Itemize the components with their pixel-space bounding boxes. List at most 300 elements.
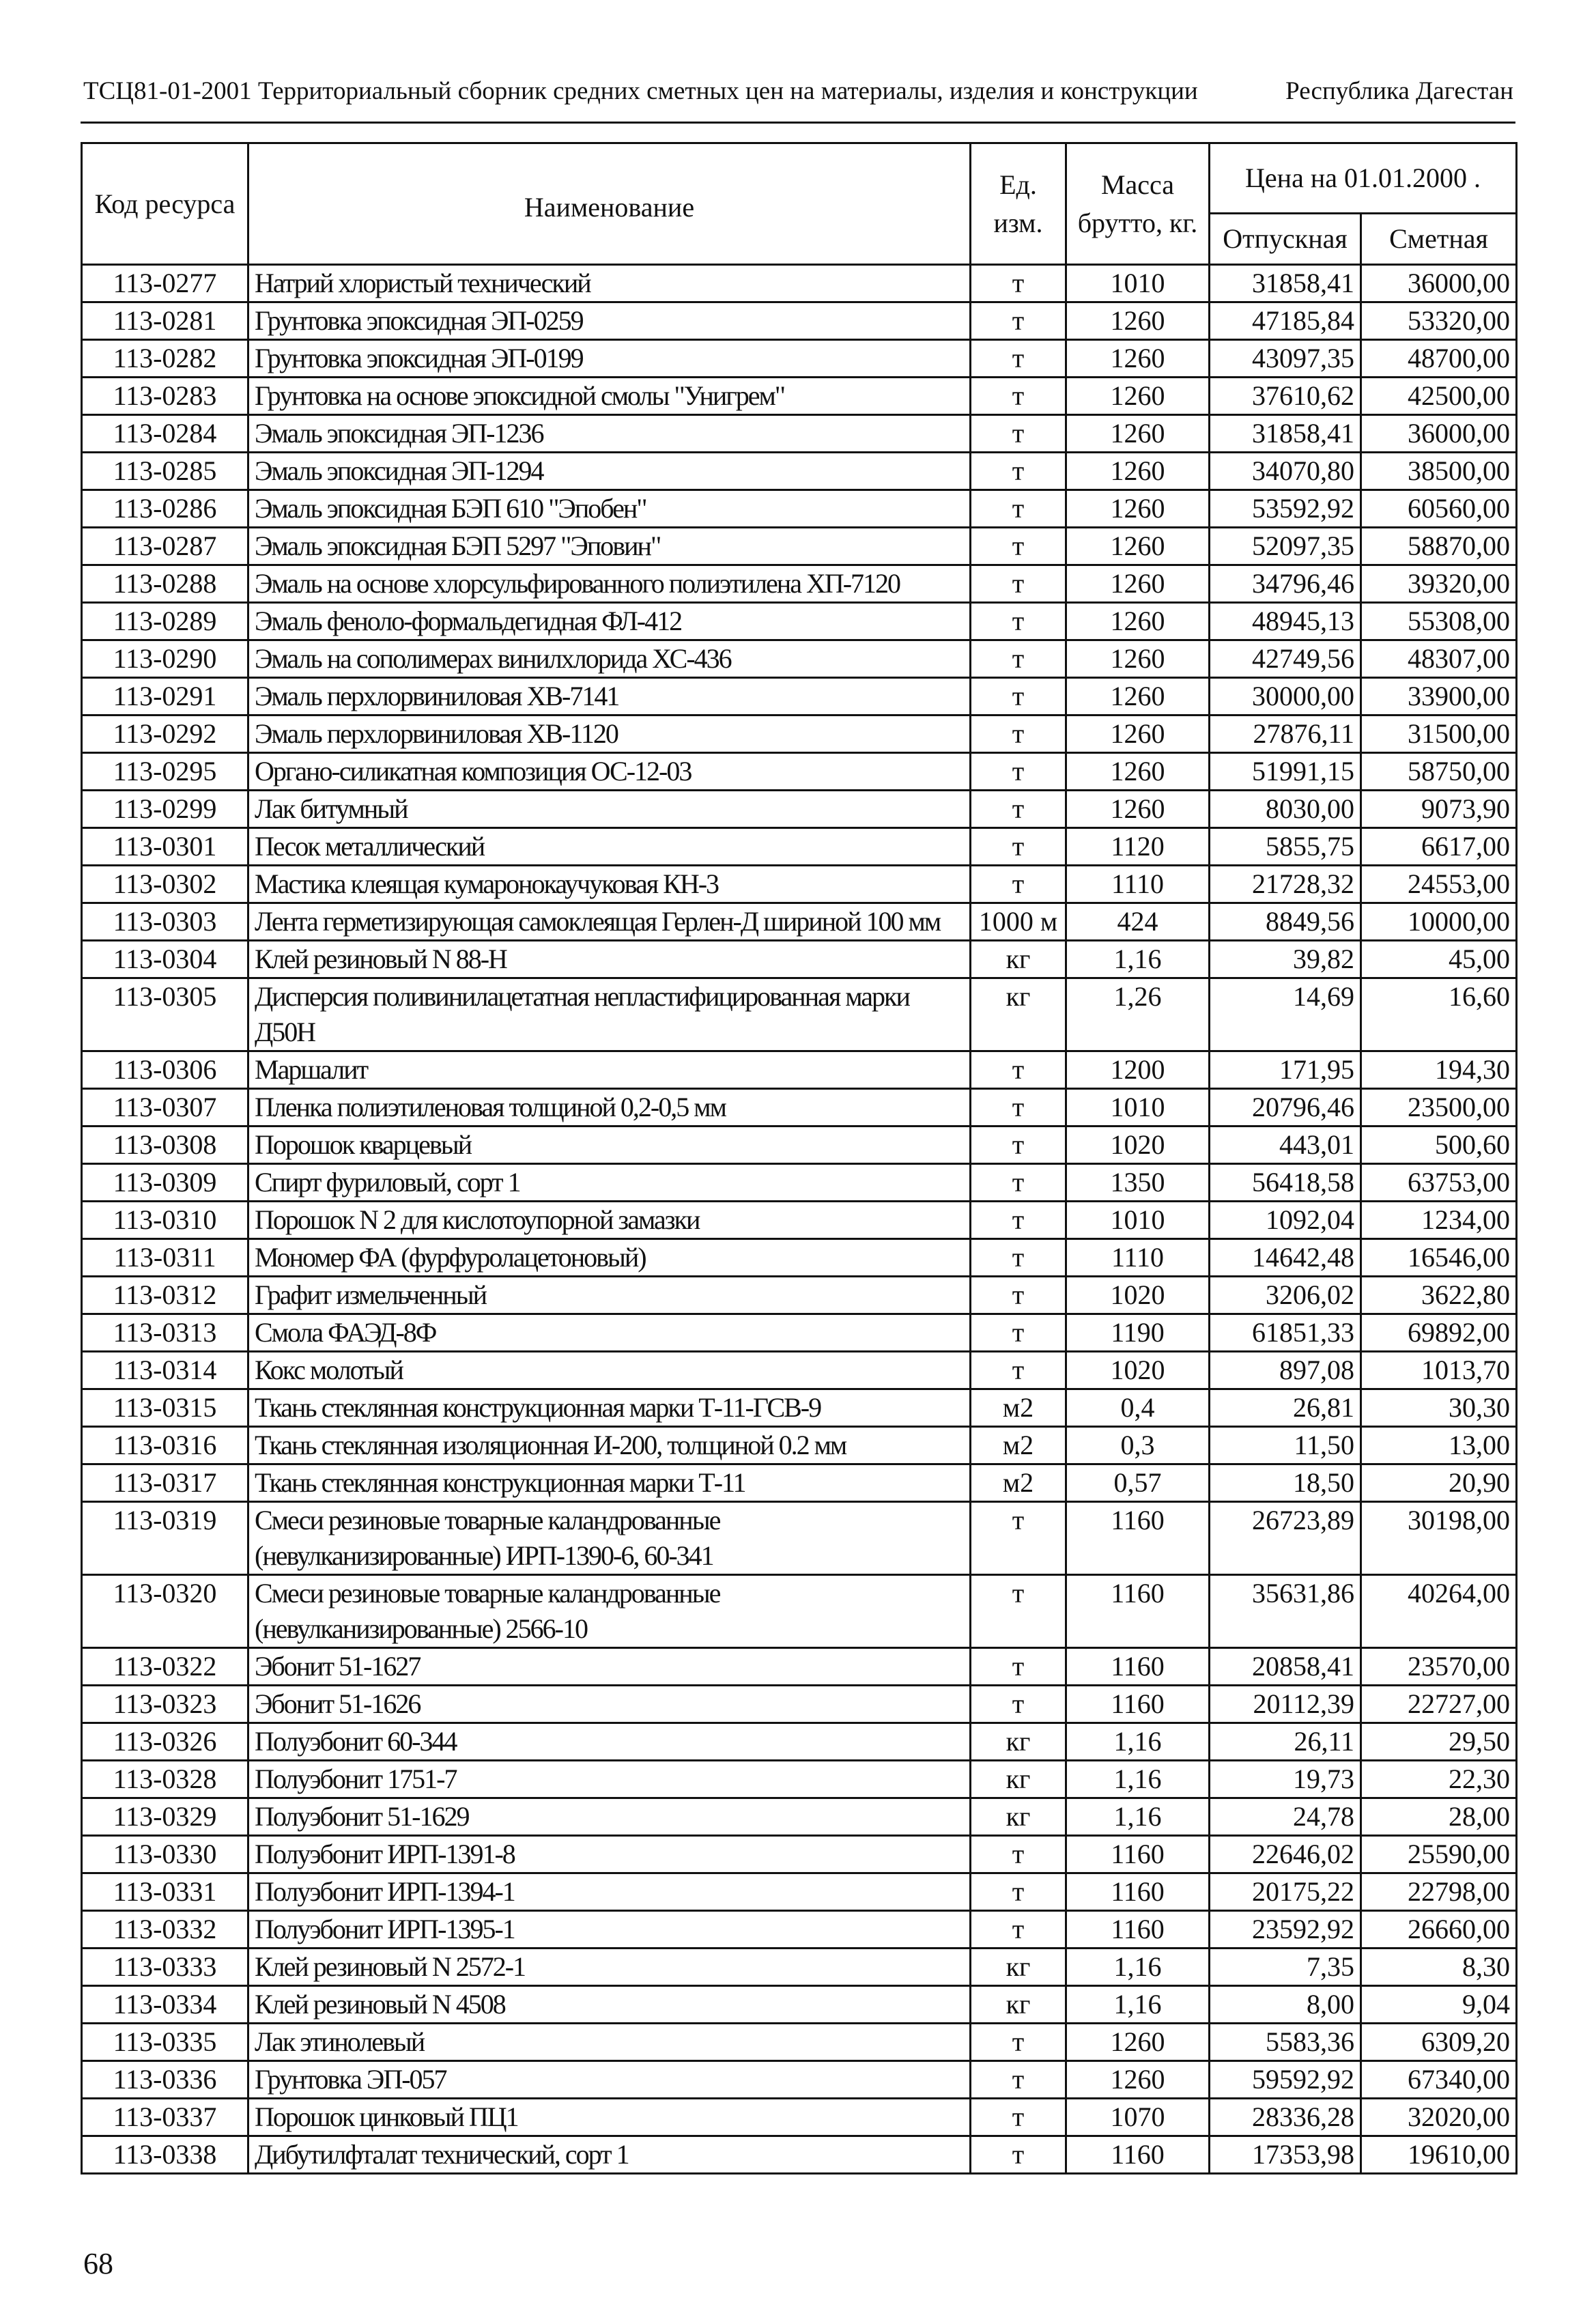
cell-mass: 1260: [1066, 453, 1210, 490]
cell-name: Лак этинолевый: [248, 2024, 971, 2061]
cell-price-estimate: 58870,00: [1361, 528, 1517, 565]
cell-name: Песок металлический: [248, 828, 971, 866]
cell-code: 113-0286: [82, 490, 248, 528]
cell-code: 113-0284: [82, 415, 248, 453]
cell-name: Грунтовка эпоксидная ЭП-0259: [248, 302, 971, 340]
table-row: [82, 340, 1517, 378]
table-row: [82, 1089, 1517, 1127]
cell-name: Ткань стеклянная изоляционная И-200, толщиной 0.2 мм: [248, 1427, 971, 1464]
cell-code: 113-0285: [82, 453, 248, 490]
cell-mass: 1120: [1066, 828, 1210, 866]
header-unit: [971, 143, 1066, 265]
table-row: [82, 941, 1517, 978]
cell-price-release: 26,81: [1210, 1389, 1361, 1427]
cell-price-release: 39,82: [1210, 941, 1361, 978]
cell-price-estimate: 60560,00: [1361, 490, 1517, 528]
cell-mass: 1260: [1066, 2061, 1210, 2099]
cell-code: 113-0329: [82, 1798, 248, 1836]
cell-code: 113-0338: [82, 2136, 248, 2174]
cell-price-estimate: 24553,00: [1361, 866, 1517, 903]
cell-code: 113-0317: [82, 1464, 248, 1502]
cell-mass: 1,16: [1066, 941, 1210, 978]
cell-mass: 1,26: [1066, 978, 1210, 1051]
cell-name: Полуэбонит ИРП-1395-1: [248, 1911, 971, 1949]
price-table: [81, 142, 1517, 2175]
cell-unit: кг: [971, 1798, 1066, 1836]
table-row: [82, 1949, 1517, 1986]
cell-unit: т: [971, 1352, 1066, 1389]
cell-name: Эбонит 51-1627: [248, 1648, 971, 1686]
cell-unit: т: [971, 791, 1066, 828]
table-row: [82, 1648, 1517, 1686]
cell-name: Эмаль на сополимерах винилхлорида ХС-436: [248, 640, 971, 678]
cell-unit: т: [971, 1686, 1066, 1723]
table-row: [82, 716, 1517, 753]
cell-mass: 0,4: [1066, 1389, 1210, 1427]
cell-price-estimate: 32020,00: [1361, 2099, 1517, 2136]
cell-mass: 1160: [1066, 1873, 1210, 1911]
cell-code: 113-0331: [82, 1873, 248, 1911]
cell-mass: 1160: [1066, 1686, 1210, 1723]
table-row: [82, 1836, 1517, 1873]
cell-price-release: 20112,39: [1210, 1686, 1361, 1723]
cell-price-estimate: 16,60: [1361, 978, 1517, 1051]
cell-code: 113-0333: [82, 1949, 248, 1986]
cell-price-estimate: 67340,00: [1361, 2061, 1517, 2099]
cell-code: 113-0310: [82, 1202, 248, 1239]
cell-price-release: 30000,00: [1210, 678, 1361, 716]
cell-unit: т: [971, 866, 1066, 903]
table-row: [82, 828, 1517, 866]
cell-name: Эмаль эпоксидная ЭП-1236: [248, 415, 971, 453]
cell-code: 113-0282: [82, 340, 248, 378]
cell-name: Лак битумный: [248, 791, 971, 828]
cell-price-estimate: 20,90: [1361, 1464, 1517, 1502]
cell-name: Органо-силикатная композиция ОС-12-03: [248, 753, 971, 791]
header-price-group: Цена на 01.01.2000 .: [1210, 143, 1517, 214]
cell-name: Маршалит: [248, 1051, 971, 1089]
cell-mass: 1010: [1066, 1089, 1210, 1127]
collection-title: ТСЦ81-01-2001 Территориальный сборник средних сметных цен на материалы, изделия и конструкции: [83, 77, 1198, 105]
cell-price-release: 11,50: [1210, 1427, 1361, 1464]
cell-price-release: 34796,46: [1210, 565, 1361, 603]
cell-price-estimate: 10000,00: [1361, 903, 1517, 941]
cell-mass: 1200: [1066, 1051, 1210, 1089]
cell-unit: т: [971, 1127, 1066, 1164]
table-row: [82, 1239, 1517, 1277]
table-row: [82, 1389, 1517, 1427]
cell-code: 113-0328: [82, 1761, 248, 1798]
cell-name: Порошок цинковый ПЦ1: [248, 2099, 971, 2136]
cell-code: 113-0306: [82, 1051, 248, 1089]
cell-price-estimate: 48307,00: [1361, 640, 1517, 678]
cell-name: Лента герметизирующая самоклеящая Герлен-Д шириной 100 мм: [248, 903, 971, 941]
cell-mass: 1190: [1066, 1314, 1210, 1352]
cell-price-release: 56418,58: [1210, 1164, 1361, 1202]
cell-unit: т: [971, 378, 1066, 415]
cell-code: 113-0337: [82, 2099, 248, 2136]
cell-unit: т: [971, 1202, 1066, 1239]
cell-unit: т: [971, 2136, 1066, 2174]
cell-price-release: 17353,98: [1210, 2136, 1361, 2174]
cell-price-estimate: 1013,70: [1361, 1352, 1517, 1389]
cell-price-release: 35631,86: [1210, 1575, 1361, 1648]
table-row: [82, 565, 1517, 603]
cell-mass: 1260: [1066, 640, 1210, 678]
cell-name: Эмаль эпоксидная БЭП 610 "Эпобен": [248, 490, 971, 528]
cell-name: Эмаль эпоксидная ЭП-1294: [248, 453, 971, 490]
cell-code: 113-0330: [82, 1836, 248, 1873]
cell-unit: м2: [971, 1427, 1066, 1464]
table-row: [82, 1314, 1517, 1352]
cell-mass: 1260: [1066, 565, 1210, 603]
cell-price-estimate: 69892,00: [1361, 1314, 1517, 1352]
table-row: [82, 2136, 1517, 2174]
cell-mass: 1260: [1066, 678, 1210, 716]
cell-unit: т: [971, 1277, 1066, 1314]
cell-mass: 1260: [1066, 753, 1210, 791]
cell-price-release: 31858,41: [1210, 265, 1361, 302]
cell-unit: т: [971, 640, 1066, 678]
cell-price-estimate: 19610,00: [1361, 2136, 1517, 2174]
cell-name: Смола ФАЭД-8Ф: [248, 1314, 971, 1352]
cell-price-release: 14,69: [1210, 978, 1361, 1051]
cell-price-release: 26,11: [1210, 1723, 1361, 1761]
cell-name: Клей резиновый N 4508: [248, 1986, 971, 2024]
cell-name: Эмаль эпоксидная БЭП 5297 "Эповин": [248, 528, 971, 565]
cell-mass: 0,57: [1066, 1464, 1210, 1502]
cell-mass: 1,16: [1066, 1723, 1210, 1761]
cell-mass: 1020: [1066, 1127, 1210, 1164]
cell-code: 113-0334: [82, 1986, 248, 2024]
cell-price-release: 1092,04: [1210, 1202, 1361, 1239]
cell-price-release: 47185,84: [1210, 302, 1361, 340]
cell-price-release: 19,73: [1210, 1761, 1361, 1798]
cell-unit: т: [971, 2099, 1066, 2136]
cell-mass: 1260: [1066, 2024, 1210, 2061]
cell-code: 113-0311: [82, 1239, 248, 1277]
cell-unit: т: [971, 716, 1066, 753]
table-row: [82, 2061, 1517, 2099]
header-code: Код ресурса: [82, 143, 248, 265]
cell-unit: т: [971, 265, 1066, 302]
table-row: [82, 1202, 1517, 1239]
cell-name: Клей резиновый N 2572-1: [248, 1949, 971, 1986]
cell-name: Грунтовка ЭП-057: [248, 2061, 971, 2099]
table-row: [82, 490, 1517, 528]
cell-code: 113-0301: [82, 828, 248, 866]
cell-unit: кг: [971, 1949, 1066, 1986]
cell-mass: 1160: [1066, 2136, 1210, 2174]
cell-price-estimate: 48700,00: [1361, 340, 1517, 378]
header-mass-line2: брутто, кг.: [1077, 207, 1198, 238]
cell-price-estimate: 500,60: [1361, 1127, 1517, 1164]
table-row: [82, 1986, 1517, 2024]
cell-mass: 1020: [1066, 1352, 1210, 1389]
cell-code: 113-0302: [82, 866, 248, 903]
cell-mass: 0,3: [1066, 1427, 1210, 1464]
cell-code: 113-0307: [82, 1089, 248, 1127]
cell-name: Полуэбонит ИРП-1394-1: [248, 1873, 971, 1911]
cell-price-estimate: 33900,00: [1361, 678, 1517, 716]
cell-code: 113-0315: [82, 1389, 248, 1427]
cell-code: 113-0304: [82, 941, 248, 978]
cell-code: 113-0283: [82, 378, 248, 415]
cell-price-estimate: 6309,20: [1361, 2024, 1517, 2061]
cell-unit: т: [971, 565, 1066, 603]
cell-name: Ткань стеклянная конструкционная марки Т-11: [248, 1464, 971, 1502]
cell-price-estimate: 23500,00: [1361, 1089, 1517, 1127]
cell-price-estimate: 58750,00: [1361, 753, 1517, 791]
cell-code: 113-0303: [82, 903, 248, 941]
cell-name: Мономер ФА (фурфуролацетоновый): [248, 1239, 971, 1277]
cell-price-estimate: 9073,90: [1361, 791, 1517, 828]
cell-name: Эмаль перхлорвиниловая ХВ-7141: [248, 678, 971, 716]
cell-code: 113-0277: [82, 265, 248, 302]
cell-code: 113-0287: [82, 528, 248, 565]
header-unit-line1: Ед.: [999, 169, 1037, 200]
cell-price-estimate: 31500,00: [1361, 716, 1517, 753]
cell-code: 113-0290: [82, 640, 248, 678]
cell-price-estimate: 45,00: [1361, 941, 1517, 978]
cell-unit: т: [971, 415, 1066, 453]
cell-unit: т: [971, 1575, 1066, 1648]
cell-code: 113-0291: [82, 678, 248, 716]
cell-code: 113-0336: [82, 2061, 248, 2099]
cell-unit: кг: [971, 1723, 1066, 1761]
header-price-release: Отпускная: [1210, 214, 1361, 265]
cell-mass: 1160: [1066, 1836, 1210, 1873]
cell-code: 113-0309: [82, 1164, 248, 1202]
cell-unit: кг: [971, 978, 1066, 1051]
cell-price-release: 42749,56: [1210, 640, 1361, 678]
cell-code: 113-0313: [82, 1314, 248, 1352]
table-row: [82, 603, 1517, 640]
page-number: 68: [83, 2247, 113, 2280]
cell-mass: 1010: [1066, 265, 1210, 302]
table-row: [82, 1761, 1517, 1798]
cell-code: 113-0281: [82, 302, 248, 340]
cell-unit: т: [971, 2061, 1066, 2099]
cell-price-release: 18,50: [1210, 1464, 1361, 1502]
cell-mass: 1260: [1066, 716, 1210, 753]
cell-price-estimate: 26660,00: [1361, 1911, 1517, 1949]
cell-code: 113-0323: [82, 1686, 248, 1723]
cell-price-estimate: 9,04: [1361, 1986, 1517, 2024]
table-row: [82, 453, 1517, 490]
cell-price-estimate: 22798,00: [1361, 1873, 1517, 1911]
cell-code: 113-0316: [82, 1427, 248, 1464]
cell-unit: т: [971, 302, 1066, 340]
cell-name: Пленка полиэтиленовая толщиной 0,2-0,5 мм: [248, 1089, 971, 1127]
header-mass-line1: Масса: [1100, 169, 1175, 200]
cell-code: 113-0295: [82, 753, 248, 791]
cell-price-estimate: 3622,80: [1361, 1277, 1517, 1314]
table-row: [82, 1911, 1517, 1949]
cell-code: 113-0322: [82, 1648, 248, 1686]
cell-name: Смеси резиновые товарные каландрованные (невулканизированные) 2566-10: [248, 1575, 971, 1648]
cell-price-release: 52097,35: [1210, 528, 1361, 565]
cell-mass: 1160: [1066, 1502, 1210, 1575]
cell-price-release: 171,95: [1210, 1051, 1361, 1089]
cell-price-estimate: 6617,00: [1361, 828, 1517, 866]
cell-unit: т: [971, 1836, 1066, 1873]
cell-mass: 1020: [1066, 1277, 1210, 1314]
cell-name: Полуэбонит 60-344: [248, 1723, 971, 1761]
cell-price-estimate: 13,00: [1361, 1427, 1517, 1464]
table-row: [82, 1464, 1517, 1502]
cell-price-estimate: 36000,00: [1361, 415, 1517, 453]
cell-name: Эмаль феноло-формальдегидная ФЛ-412: [248, 603, 971, 640]
table-row: [82, 302, 1517, 340]
table-row: [82, 640, 1517, 678]
cell-unit: м2: [971, 1464, 1066, 1502]
cell-price-release: 8849,56: [1210, 903, 1361, 941]
cell-price-release: 14642,48: [1210, 1239, 1361, 1277]
cell-price-estimate: 28,00: [1361, 1798, 1517, 1836]
cell-price-release: 48945,13: [1210, 603, 1361, 640]
cell-code: 113-0314: [82, 1352, 248, 1389]
cell-mass: 1260: [1066, 603, 1210, 640]
header-price-estimate: Сметная: [1361, 214, 1517, 265]
table-row: [82, 1575, 1517, 1648]
cell-price-estimate: 53320,00: [1361, 302, 1517, 340]
cell-price-estimate: 22727,00: [1361, 1686, 1517, 1723]
cell-name: Графит измельченный: [248, 1277, 971, 1314]
cell-price-release: 20858,41: [1210, 1648, 1361, 1686]
cell-code: 113-0326: [82, 1723, 248, 1761]
table-row: [82, 678, 1517, 716]
cell-price-release: 61851,33: [1210, 1314, 1361, 1352]
cell-mass: 1010: [1066, 1202, 1210, 1239]
cell-name: Ткань стеклянная конструкционная марки Т-11-ГСВ-9: [248, 1389, 971, 1427]
cell-unit: т: [971, 1164, 1066, 1202]
cell-unit: т: [971, 828, 1066, 866]
cell-price-release: 43097,35: [1210, 340, 1361, 378]
cell-unit: т: [971, 490, 1066, 528]
cell-price-estimate: 63753,00: [1361, 1164, 1517, 1202]
cell-price-release: 37610,62: [1210, 378, 1361, 415]
table-row: [82, 753, 1517, 791]
cell-mass: 1160: [1066, 1648, 1210, 1686]
cell-mass: 1260: [1066, 302, 1210, 340]
table-row: [82, 1798, 1517, 1836]
header-rule: [81, 122, 1515, 124]
table-row: [82, 1723, 1517, 1761]
cell-price-release: 20175,22: [1210, 1873, 1361, 1911]
cell-mass: 1,16: [1066, 1986, 1210, 2024]
cell-price-estimate: 1234,00: [1361, 1202, 1517, 1239]
cell-mass: 1260: [1066, 791, 1210, 828]
cell-unit: т: [971, 678, 1066, 716]
cell-name: Дибутилфталат технический, сорт 1: [248, 2136, 971, 2174]
table-row: [82, 866, 1517, 903]
cell-price-estimate: 30,30: [1361, 1389, 1517, 1427]
cell-price-release: 3206,02: [1210, 1277, 1361, 1314]
table-row: [82, 1164, 1517, 1202]
table-row: [82, 2024, 1517, 2061]
table-row: [82, 1873, 1517, 1911]
cell-price-release: 53592,92: [1210, 490, 1361, 528]
cell-mass: 1350: [1066, 1164, 1210, 1202]
cell-price-release: 5855,75: [1210, 828, 1361, 866]
cell-mass: 1110: [1066, 1239, 1210, 1277]
cell-code: 113-0292: [82, 716, 248, 753]
cell-code: 113-0332: [82, 1911, 248, 1949]
header-unit-line2: изм.: [993, 207, 1043, 238]
cell-price-estimate: 194,30: [1361, 1051, 1517, 1089]
cell-unit: т: [971, 603, 1066, 640]
cell-name: Спирт фуриловый, сорт 1: [248, 1164, 971, 1202]
cell-mass: 1260: [1066, 528, 1210, 565]
cell-mass: 1160: [1066, 1911, 1210, 1949]
cell-price-estimate: 36000,00: [1361, 265, 1517, 302]
cell-price-release: 24,78: [1210, 1798, 1361, 1836]
table-body: [82, 265, 1517, 2174]
cell-mass: 1260: [1066, 415, 1210, 453]
cell-price-release: 22646,02: [1210, 1836, 1361, 1873]
cell-price-release: 26723,89: [1210, 1502, 1361, 1575]
cell-code: 113-0319: [82, 1502, 248, 1575]
cell-unit: кг: [971, 1986, 1066, 2024]
cell-unit: т: [971, 1648, 1066, 1686]
cell-price-release: 21728,32: [1210, 866, 1361, 903]
cell-unit: т: [971, 528, 1066, 565]
cell-unit: т: [971, 340, 1066, 378]
table-row: [82, 265, 1517, 302]
cell-price-estimate: 29,50: [1361, 1723, 1517, 1761]
cell-unit: т: [971, 1911, 1066, 1949]
cell-price-release: 28336,28: [1210, 2099, 1361, 2136]
cell-name: Грунтовка эпоксидная ЭП-0199: [248, 340, 971, 378]
table-row: [82, 528, 1517, 565]
cell-name: Порошок кварцевый: [248, 1127, 971, 1164]
cell-code: 113-0289: [82, 603, 248, 640]
cell-code: 113-0288: [82, 565, 248, 603]
header-name: Наименование: [248, 143, 971, 265]
cell-name: Полуэбонит ИРП-1391-8: [248, 1836, 971, 1873]
cell-unit: кг: [971, 1761, 1066, 1798]
cell-unit: т: [971, 1051, 1066, 1089]
cell-code: 113-0308: [82, 1127, 248, 1164]
cell-name: Полуэбонит 51-1629: [248, 1798, 971, 1836]
cell-name: Кокс молотый: [248, 1352, 971, 1389]
cell-price-estimate: 38500,00: [1361, 453, 1517, 490]
table-row: [82, 903, 1517, 941]
cell-price-estimate: 23570,00: [1361, 1648, 1517, 1686]
cell-mass: 1070: [1066, 2099, 1210, 2136]
cell-price-release: 20796,46: [1210, 1089, 1361, 1127]
cell-mass: 1110: [1066, 866, 1210, 903]
cell-price-estimate: 40264,00: [1361, 1575, 1517, 1648]
cell-mass: 1260: [1066, 378, 1210, 415]
cell-code: 113-0312: [82, 1277, 248, 1314]
cell-mass: 1,16: [1066, 1798, 1210, 1836]
cell-code: 113-0305: [82, 978, 248, 1051]
cell-name: Эмаль перхлорвиниловая ХВ-1120: [248, 716, 971, 753]
table-row: [82, 1127, 1517, 1164]
cell-mass: 424: [1066, 903, 1210, 941]
cell-name: Дисперсия поливинилацетатная непластифицированная марки Д50Н: [248, 978, 971, 1051]
cell-price-estimate: 39320,00: [1361, 565, 1517, 603]
cell-name: Грунтовка на основе эпоксидной смолы "Унигрем": [248, 378, 971, 415]
cell-unit: м2: [971, 1389, 1066, 1427]
cell-name: Порошок N 2 для кислотоупорной замазки: [248, 1202, 971, 1239]
cell-price-release: 51991,15: [1210, 753, 1361, 791]
cell-price-estimate: 42500,00: [1361, 378, 1517, 415]
cell-price-release: 443,01: [1210, 1127, 1361, 1164]
cell-unit: т: [971, 1502, 1066, 1575]
